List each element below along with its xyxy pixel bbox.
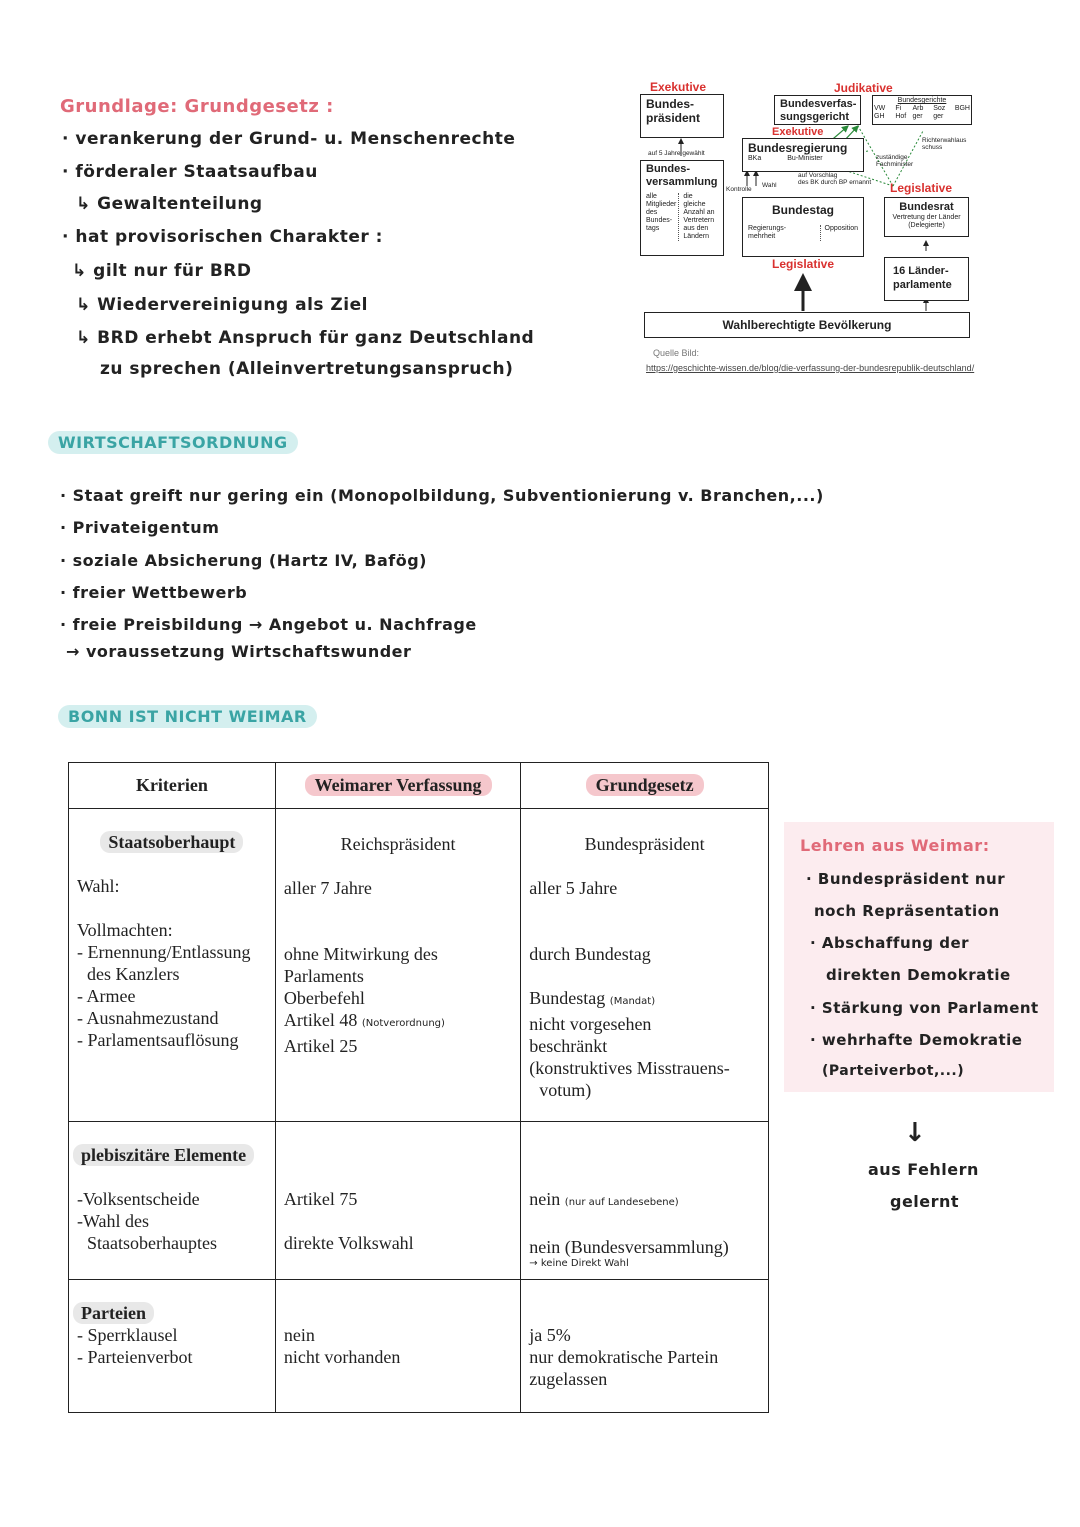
gericht-cell: Fi Hof: [895, 105, 907, 120]
gg-wahl: aller 5 Jahre: [529, 878, 618, 898]
table-row: [69, 1280, 769, 1413]
economy-item: · freier Wettbewerb: [60, 583, 248, 602]
lessons-footer: gelernt: [890, 1192, 960, 1211]
gg-item: votum): [539, 1080, 592, 1100]
row1-vollmachten: Vollmachten:: [77, 920, 173, 940]
bundesregierung-title: Bundesregierung: [748, 141, 848, 155]
header-weimar: [275, 763, 520, 809]
economy-item: · soziale Absicherung (Hartz IV, Bafög): [60, 551, 427, 570]
header-grundgesetz: [521, 763, 769, 809]
label-exekutive-2: Exekutive: [772, 126, 824, 138]
note-vorschlag: auf Vorschlag des BK durch BP ernannt: [798, 172, 872, 186]
bundesgerichte-cells: [874, 105, 970, 121]
label-legislative: Legislative: [890, 181, 953, 195]
bundesrat-title: Bundesrat: [899, 201, 954, 213]
row3-gg-item: zugelassen: [529, 1369, 608, 1389]
lessons-line: (Parteiverbot,...): [822, 1063, 965, 1079]
basis-item: ↳ Wiedervereinigung als Ziel: [76, 295, 368, 315]
header-kriterien: [69, 763, 276, 809]
gg-item: beschränkt: [529, 1036, 608, 1056]
note-auf5jahre: auf 5 Jahre gewählt: [648, 150, 705, 157]
row2-criteria: [69, 1122, 276, 1280]
source-link[interactable]: https://geschichte-wissen.de/blog/die-verfassung-der-bundesrepublik-deutschland/: [646, 363, 975, 373]
bevoelkerung-box: Wahlberechtigte Bevölkerung: [644, 312, 970, 338]
row1-criteria: [69, 809, 276, 1122]
lessons-line: · Abschaffung der: [810, 934, 970, 952]
row2-gg-item: nein: [529, 1189, 561, 1209]
row2-grundgesetz: [521, 1122, 769, 1280]
table-row: [69, 809, 769, 1122]
row2-item: -Wahl des: [77, 1211, 150, 1231]
row2-gg-item: nein (Bundesversammlung): [529, 1237, 729, 1257]
lessons-line: direkten Demokratie: [826, 966, 1011, 984]
bundestag-title: Bundestag: [771, 203, 834, 217]
bv-right: die gleiche Anzahl an Vertretern aus den Ländern: [683, 193, 715, 240]
row2-item: Staatsoberhauptes: [87, 1233, 217, 1253]
constitution-diagram: [638, 76, 1048, 376]
economy-item: · Privateigentum: [60, 518, 220, 537]
row-title: Parteien: [73, 1302, 154, 1324]
row3-gg-item: ja 5%: [529, 1325, 571, 1345]
lessons-box: [784, 822, 1054, 1092]
lessons-line: noch Repräsentation: [814, 902, 1000, 920]
row3-weimar-item: nein: [283, 1325, 315, 1345]
buminister-label: Bu-Minister: [787, 155, 823, 162]
header-label: Kriterien: [135, 775, 208, 795]
weimar-head: Reichspräsident: [340, 834, 456, 854]
lessons-footer: aus Fehlern: [868, 1160, 979, 1179]
row3-item: - Parteienverbot: [77, 1347, 193, 1367]
down-arrow-icon: ↓: [904, 1118, 927, 1148]
note-richterwahl: Richterwahlaus schuss: [922, 137, 967, 151]
row1-item: - Ausnahmezustand: [77, 1008, 219, 1028]
weimar-item: Artikel 25: [283, 1036, 358, 1056]
header-label: Weimarer Verfassung: [305, 774, 492, 796]
row1-grundgesetz: [521, 809, 769, 1122]
weimar-item: Oberbefehl: [283, 988, 365, 1008]
bundesregierung-box: [742, 138, 864, 172]
row2-weimar: [275, 1122, 520, 1280]
laenderparlamente-box: 16 Länder- parlamente: [884, 257, 969, 301]
bverfg-box: Bundesverfas- sungsgericht: [774, 95, 861, 125]
weimar-item: Artikel 48: [283, 1010, 358, 1030]
gericht-cell: Soz ger: [933, 105, 946, 120]
basis-item: ↳ BRD erhebt Anspruch für ganz Deutschland: [76, 328, 535, 348]
gg-item: durch Bundestag: [529, 944, 651, 964]
label-exekutive: Exekutive: [650, 80, 707, 94]
basis-item: · förderaler Staatsaufbau: [62, 162, 318, 182]
weimar-note: (Notverordnung): [361, 1018, 445, 1029]
row1-item: - Armee: [77, 986, 136, 1006]
row-title: plebiszitäre Elemente: [73, 1144, 254, 1166]
opposition-label: Opposition: [820, 225, 858, 241]
bundesgerichte-box: [872, 95, 972, 125]
gg-item: (konstruktives Misstrauens-: [529, 1058, 730, 1078]
bonn-heading: BONN IST NICHT WEIMAR: [58, 705, 317, 728]
note-kontrolle: Kontrolle: [726, 186, 752, 193]
basis-item: · hat provisorischen Charakter :: [62, 227, 383, 247]
bundesversammlung-parts: [646, 193, 718, 241]
bundesversammlung-box: [640, 160, 724, 256]
row2-gg-note: (nur auf Landesebene): [564, 1197, 679, 1208]
weimar-wahl: aller 7 Jahre: [283, 878, 372, 898]
row3-weimar-item: nicht vorhanden: [283, 1347, 401, 1367]
lessons-line: · Bundespräsident nur: [806, 870, 1006, 888]
row1-item: - Parlamentsauflösung: [77, 1030, 239, 1050]
row3-grundgesetz: [521, 1280, 769, 1413]
basis-heading: Grundlage: Grundgesetz :: [60, 96, 334, 117]
gg-item: nicht vorgesehen: [529, 1014, 652, 1034]
gg-head: Bundespräsident: [584, 834, 705, 854]
lessons-heading: Lehren aus Weimar:: [800, 836, 990, 855]
basis-item: ↳ gilt nur für BRD: [72, 261, 252, 281]
row2-item: -Volksentscheide: [77, 1189, 200, 1209]
gericht-cell: VW GH: [874, 105, 886, 120]
row3-weimar: [275, 1280, 520, 1413]
row3-gg-item: nur demokratische Partein: [529, 1347, 719, 1367]
weimar-item: Parlaments: [283, 966, 364, 986]
economy-item: · Staat greift nur gering ein (Monopolbildung, Subventionierung v. Branchen,...): [60, 486, 824, 505]
bv-left: alle Mitglieder des Bundes- tags: [646, 193, 679, 241]
label-legislative-2: Legislative: [772, 257, 835, 271]
basis-item: ↳ Gewaltenteilung: [76, 194, 263, 214]
bundesregierung-parts: [748, 155, 858, 163]
bundesrat-sub: Vertretung der Länder (Delegierte): [892, 214, 961, 229]
note-zustaendige: zuständige Fachminister: [876, 154, 914, 168]
lessons-line: · Stärkung von Parlament: [810, 999, 1039, 1017]
bundesversammlung-title: Bundes- versammlung: [646, 163, 718, 188]
source-label: Quelle Bild:: [653, 348, 700, 358]
bundesgerichte-label: Bundesgerichte: [897, 97, 947, 104]
row2-weimar-item: Artikel 75: [283, 1189, 358, 1209]
row3-criteria: [69, 1280, 276, 1413]
weimar-item: ohne Mitwirkung des: [283, 944, 438, 964]
basis-item: zu sprechen (Alleinvertretungsanspruch): [100, 359, 514, 379]
economy-item: → voraussetzung Wirtschaftswunder: [66, 642, 412, 661]
header-label: Grundgesetz: [586, 774, 704, 796]
label-judikative: Judikative: [834, 81, 893, 95]
row2-weimar-item: direkte Volkswahl: [283, 1233, 414, 1253]
bundesrat-box: [884, 197, 969, 237]
row1-weimar: [275, 809, 520, 1122]
gg-item: Bundestag: [529, 988, 606, 1008]
row1-item: des Kanzlers: [87, 964, 180, 984]
table-row: [69, 1122, 769, 1280]
table-header-row: [69, 763, 769, 809]
gericht-cell: BGH: [954, 105, 970, 112]
basis-item: · verankerung der Grund- u. Menschenrechte: [62, 129, 516, 149]
row1-item: - Ernennung/Entlassung: [77, 942, 251, 962]
bundestag-box: [742, 197, 864, 257]
bundestag-parts: [748, 225, 858, 241]
row2-gg-note: → keine Direkt Wahl: [529, 1258, 629, 1269]
economy-item: · freie Preisbildung → Angebot u. Nachfrage: [60, 615, 477, 634]
row3-item: - Sperrklausel: [77, 1325, 178, 1345]
bka-label: BKa: [748, 155, 762, 162]
gg-note: (Mandat): [609, 996, 656, 1007]
comparison-table: [68, 762, 769, 1413]
regierungsmehrheit-label: Regierungs- mehrheit: [748, 225, 787, 240]
economy-heading: WIRTSCHAFTSORDNUNG: [48, 431, 298, 454]
bundespraesident-box: Bundes- präsident: [640, 94, 724, 138]
row1-wahl: Wahl:: [77, 876, 120, 896]
lessons-line: · wehrhafte Demokratie: [810, 1031, 1023, 1049]
row-title: Staatsoberhaupt: [100, 831, 243, 853]
note-wahl: Wahl: [762, 182, 777, 189]
gericht-cell: Arb ger: [912, 105, 924, 120]
